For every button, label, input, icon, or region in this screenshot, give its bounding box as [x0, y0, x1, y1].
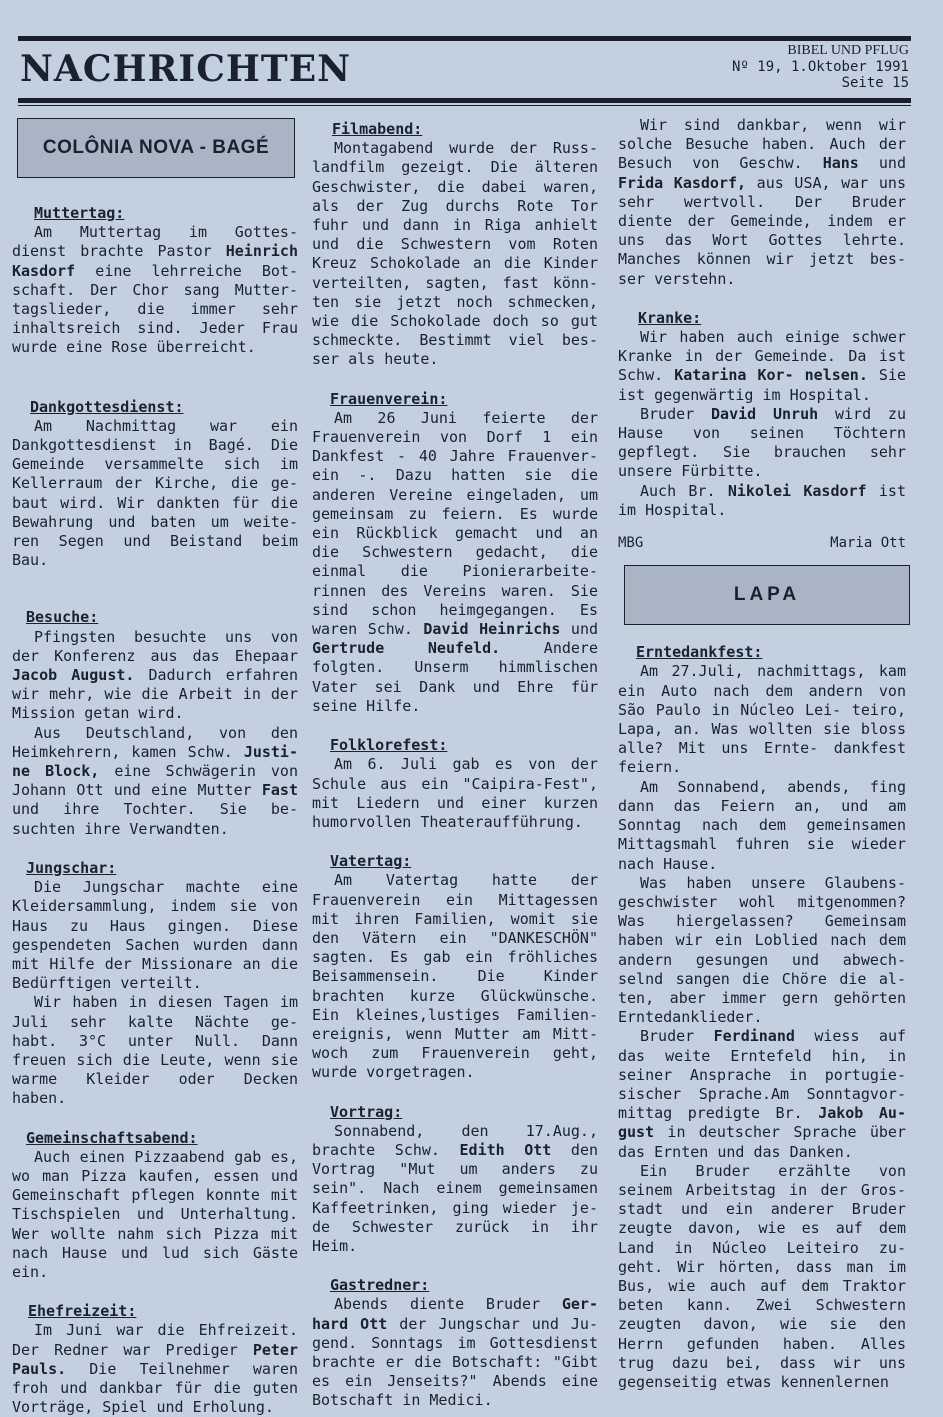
article-dankgottesdienst [12, 417, 298, 571]
article-erntedank-3 [618, 874, 906, 1028]
header-rule-bottom [18, 98, 911, 103]
section-box-colonia-nova: COLÔNIA NOVA - BAGÉ [17, 118, 295, 178]
heading-vortrag: Vortrag: [330, 1102, 403, 1121]
text-run: Am 26 Juni feierte der Frauenverein von Dorf 1 ein Dankfest - 40 Jahre Frauenver- ein -. Dazu hatten sie die anderen Vereine eingeladen, um gemeinsam zu feiern. Es wurde ein Rückblick gemacht und an die Schwestern gedacht, die einmal die Pionierarbeite- rinnen des Vereins waren. Sie sind schon heimgegangen. Es waren Schw. [312, 408, 598, 639]
section-box-lapa: LAPA [624, 565, 910, 625]
bold-name: Frida Kasdorf, [618, 173, 747, 192]
text-run: Bruder [640, 404, 712, 423]
text-run: und [560, 620, 599, 639]
bold-name: Peter Pauls. [12, 1340, 298, 1378]
article-kranke-1 [618, 328, 906, 405]
article-besuch-intro [618, 116, 906, 289]
text-run: Pfingsten besuchte uns von der Konferenz aus das Ehepaar [12, 627, 298, 665]
bold-name: Gertrude Neufeld. [312, 639, 501, 658]
text-run: Auch einen Pizzaabend gab es, wo man Pizza kaufen, essen und Gemeinschaft pflegen konnte mit Tischspielen und Unterhaltung. Wer wollte nahm sich Pizza mit nach Hause und lud sich Gäste ein. [12, 1147, 298, 1281]
text-run: Am 27.Juli, nachmittags, kam ein Auto nach dem andern von São Paulo in Núcleo Lei- teiro, Lapa, an. Was wollten sie bloss alle? Mit uns Ernte- dankfest feiern. [618, 662, 906, 777]
text-run: aus USA, war uns sehr wertvoll. Der Bruder diente der Gemeinde, indem er uns das Wort Gottes lehrte. Manches können wir jetzt bes- ser verstehn. [618, 173, 906, 288]
article-ehefreizeit [12, 1321, 298, 1417]
text-run: Im Juni war die Ehfreizeit. Der Redner war Prediger [12, 1321, 298, 1359]
article-kranke-3 [618, 482, 906, 520]
header-rule-thin [18, 105, 911, 106]
article-vortrag [312, 1122, 598, 1256]
column-middle [312, 116, 598, 1411]
signature-author: Maria Ott [830, 535, 906, 552]
bold-name: Fast [261, 781, 298, 800]
text-run: eine lehrreiche Bot- schaft. Der Chor sang Mutter- tagslieder, die immer sehr inhaltsreich sind. Jeder Frau wurde eine Rose überreicht. [12, 261, 298, 357]
heading-kranke: Kranke: [638, 308, 702, 327]
heading-vatertag: Vatertag: [330, 852, 412, 871]
text-run: Wir haben auch einige schwer Kranke in der Gemeinde. Da ist Schw. [618, 328, 906, 385]
text-run: Dadurch erfahren wir mehr, wie die Arbeit in der Mission getan wird. [12, 666, 298, 723]
bold-name: Hans [822, 154, 859, 173]
text-run: Die Teilnehmer waren froh und dankbar für die guten Vorträge, Spiel und Erholung. [12, 1359, 298, 1417]
article-gemeinschaftsabend [12, 1148, 298, 1282]
text-run: Sie ist gegenwärtig im Hospital. [618, 366, 907, 404]
article-frauenverein [312, 409, 598, 716]
header-rule-top [18, 36, 911, 41]
article-erntedank-2 [618, 778, 906, 874]
text-run: Wir haben in diesen Tagen im Juli sehr kalte Nächte ge- habt. 3°C unter Null. Dann freuen sich die Leute, wenn sie warme Kleider oder Decken haben. [12, 993, 298, 1108]
text-run: in deutscher Sprache über das Ernten und das Danken. [618, 1123, 906, 1161]
bold-name: Edith Ott [459, 1140, 552, 1159]
text-run: wird zu Hause von seinen Töchtern gepflegt. Sie brauchen sehr unsere Fürbitte. [618, 404, 906, 481]
text-run: ist im Hospital. [618, 481, 906, 519]
text-run: Ein Bruder erzählte von seinem Arbeitstag in der Gros- stadt und ein anderer Bruder zeugte davon, wie es auf dem Land in Núcleo Leiteiro zu- geht. Wir hörten, dass man im Bus, wie auch auf dem Traktor beten kann. Zwei Schwestern zeugten davon, wie sie den Herrn gefunden haben. Alles trug dazu bei, dass wir uns gegenseitig etwas kennenlernen [618, 1161, 906, 1391]
article-vatertag [312, 871, 598, 1082]
signature-initials: MBG [618, 535, 644, 552]
publication-name: BIBEL UND PFLUG [787, 43, 909, 58]
article-filmabend [312, 139, 598, 369]
article-besuche-1 [12, 628, 298, 724]
text-run: Wir sind dankbar, wenn wir solche Besuche haben. Auch der Besuch von Geschw. [618, 116, 906, 173]
text-run: Montagabend wurde der Russ- landfilm gezeigt. Die älteren Geschwister, die dabei waren, als der Zug durchs Rote Tor fuhr und dann in Riga anhielt und die Schwestern vom Roten Kreuz Schokolade an die Kinder verteilten, sagten, fast könn- ten sie jetzt noch schmecken, wie die Schokolade doch so gut schmeckte. Bestimmt viel bes- ser als heute. [312, 139, 598, 369]
column-right [618, 116, 906, 1392]
text-run: und [858, 154, 906, 173]
article-erntedank-1 [618, 662, 906, 777]
bold-name: Jakob Au- gust [618, 1104, 906, 1142]
heading-gastredner: Gastredner: [330, 1276, 430, 1295]
text-run: der Jungschar und Ju- gend. Sonntags im Gottesdienst brachte er die Botschaft: "Gibt es ein Jenseits?" Abends eine Botschaft in Medici. [312, 1314, 598, 1410]
text-run: Am Muttertag im Gottes- dienst brachte Pastor [12, 223, 298, 261]
heading-erntedankfest: Erntedankfest: [636, 643, 763, 662]
article-gastredner [312, 1295, 598, 1410]
text-run: Abends diente Bruder [334, 1295, 562, 1314]
text-run: den Vortrag "Mut um anders zu sein". Nach einem gemeinsamen Kaffeetrinken, ging wieder je- de Schwester zurück in ihr Heim. [312, 1140, 599, 1255]
text-run: Sonnabend, den 17.Aug., brachte Schw. [312, 1121, 598, 1159]
heading-besuche: Besuche: [26, 608, 99, 627]
article-kranke-2 [618, 405, 906, 482]
article-jungschar-2 [12, 993, 298, 1108]
article-erntedank-4 [618, 1027, 906, 1161]
heading-ehefreizeit: Ehefreizeit: [28, 1302, 137, 1321]
text-run: Was haben unsere Glaubens- geschwister wohl mitgenommen? Was hiergelassen? Gemeinsam haben wir ein Loblied nach dem andern gesungen und abwech- selnd sangen die Chöre die al- ten, aber immer gern gehörten Erntedanklieder. [618, 873, 906, 1027]
heading-muttertag: Muttertag: [34, 204, 125, 222]
text-run: eine Schwägerin von Johann Ott und eine Mutter [12, 762, 298, 800]
column-left [12, 116, 298, 1417]
bold-name: Heinrich Kasdorf [12, 242, 298, 280]
text-run: und ihre Tochter. Sie be- suchten ihre Verwandten. [12, 800, 298, 838]
bold-name: David Unruh [711, 404, 819, 423]
article-muttertag [12, 223, 298, 357]
text-run: Am Nachmittag war ein Dankgottesdienst in Bagé. Die Gemeinde versammelte sich im Kellerraum der Kirche, die ge- baut wird. Wir dankten für die Bewahrung und baten um weite- ren Segen und Beistand beim Bau. [12, 416, 298, 570]
issue-number: Nº 19, 1.Oktober 1991 [731, 59, 909, 75]
text-run: Am Sonnabend, abends, fing dann das Feiern an, und am Sonntag nach dem gemeinsamen Mittagsmahl fuhren sie wieder nach Hause. [618, 777, 906, 873]
text-run: Am 6. Juli gab es von der Schule aus ein "Caipira-Fest", mit Liedern und einer kurzen humorvollen Theateraufführung. [312, 755, 598, 831]
issue-info [732, 43, 909, 91]
page-title: NACHRICHTEN [20, 48, 352, 90]
text-run: Am Vatertag hatte der Frauenverein ein Mittagessen mit ihren Familien, womit sie den Vätern ein "DANKESCHÖN" sagten. Es gab ein fröhliches Beisammensein. Die Kinder brachten kurze Glückwünsche. Ein kleines,lustiges Familien- ereignis, wenn Mutter am Mitt- woch zum Frauenverein geht, wurde vorgetragen. [312, 871, 598, 1082]
article-besuche-2 [12, 724, 298, 839]
bold-name: Katarina Kor- nelsen. [674, 366, 868, 385]
heading-jungschar: Jungschar: [26, 858, 117, 877]
bold-name: Nikolei Kasdorf [727, 481, 867, 500]
heading-gemeinschaftsabend: Gemeinschaftsabend: [26, 1128, 198, 1147]
text-run: wiess auf das weite Erntefeld hin, in seiner Ansprache in portugie- sischer Sprache.Am Sonntagvor- mittag predigte Br. [618, 1027, 907, 1123]
article-folklorefest [312, 755, 598, 832]
bold-name: Ferdinand [713, 1027, 795, 1046]
text-run: Bruder [640, 1027, 714, 1046]
text-run: Die Jungschar machte eine Kleidersammlung, indem sie von Haus zu Haus gingen. Diese gespendeten Sachen wurden dann mit Hilfe der Missionare an die Bedürftigen verteilt. [12, 878, 298, 993]
bold-name: Jacob August. [12, 666, 135, 685]
heading-frauenverein: Frauenverein: [330, 389, 448, 408]
text-run: Aus Deutschland, von den Heimkehrern, kamen Schw. [12, 723, 298, 761]
bold-name: David Heinrichs [423, 620, 561, 639]
heading-folklorefest: Folklorefest: [330, 736, 448, 755]
article-jungschar-1 [12, 878, 298, 993]
bold-name: Ger- hard Ott [312, 1295, 598, 1333]
signature-line [618, 534, 906, 553]
bold-name: Justi- ne Block, [12, 742, 298, 781]
heading-filmabend: Filmabend: [332, 120, 423, 138]
article-erntedank-5 [618, 1162, 906, 1392]
text-run: Auch Br. [640, 481, 728, 500]
text-run: Andere folgten. Unserm himmlischen Vater sei Dank und Ehre für seine Hilfe. [312, 639, 598, 715]
heading-dankgottesdienst: Dankgottesdienst: [30, 397, 184, 416]
page-number: Seite 15 [841, 75, 909, 91]
